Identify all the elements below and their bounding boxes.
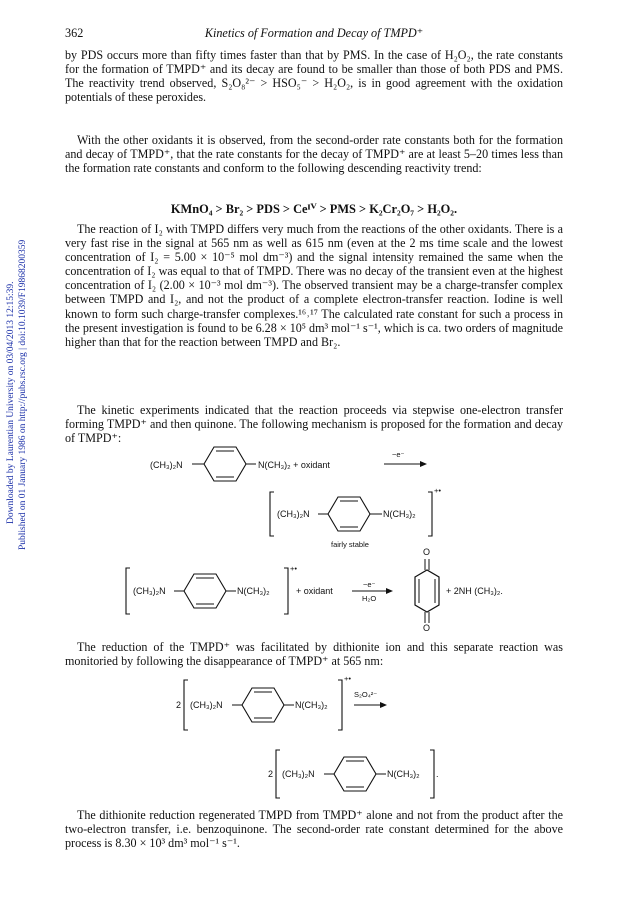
dimethylamine-product: + 2NH (CH₃)₂. [446,586,503,596]
paragraph-4: The kinetic experiments indicated that the reaction proceeds via stepwise one-electron transfer forming TMPD⁺ and then quinone. The following mechanism is proposed for the formation and decay of TMPD⁺: [65,403,563,446]
radical-cation-charge: +• [290,564,298,573]
radical-cation-charge: +• [434,486,442,495]
arrow-label-bottom: H₂O [362,594,377,603]
page-number: 362 [65,26,84,40]
amine-group-right: N(CH₃)₂ [387,769,420,779]
publication-notice: Published on 01 January 1986 on http://pubs.rsc.org | doi:10.1039/F19868200359 [18,239,28,550]
reaction-3 [124,547,544,633]
end-period: . [436,769,439,779]
amine-group-left: (CH₃)₂N [277,509,310,519]
stoichiometric-coefficient: 2 [268,769,274,779]
amine-group-left: (CH₃)₂N [133,586,166,596]
paragraph-2: With the other oxidants it is observed, from the second-order rate constants both for the formation and decay of TMPD⁺, that the rate constants for the decay of TMPD⁺ are at least 5–20 times less than the formation rate constants and conform to the following descending reactivity trend: [65,133,563,176]
oxidant-label: + oxidant [296,586,333,596]
arrow-label: −e⁻ [392,450,405,459]
running-header [65,26,563,44]
reaction-arrow [150,450,470,480]
amine-group-right: N(CH₃)₂ + oxidant [258,460,330,470]
paragraph-5: The reduction of the TMPD⁺ was facilitated by dithionite ion and this separate reaction was monitoried by following the disappearance of TMPD⁺ at 565 nm: [65,640,563,669]
arrow-label-top: −e⁻ [363,580,376,589]
reaction-1 [150,450,470,480]
download-notice: Downloaded by Laurentian University on 03/04/2013 12:15:39. [6,281,16,524]
quinone-oxygen-top: O [423,547,431,557]
quinone-oxygen-bottom: O [423,623,431,633]
amine-group-left: (CH₃)₂N [150,460,183,470]
amine-group-right: N(CH₃)₂ [295,700,328,710]
arrow-label: S₂O₄²⁻ [354,690,378,699]
amine-group-right: N(CH₃)₂ [237,586,270,596]
radical-cation-charge: +• [344,674,352,683]
stability-caption: fairly stable [331,540,369,549]
running-title: Kinetics of Formation and Decay of TMPD⁺ [204,26,424,40]
stoichiometric-coefficient: 2 [176,700,182,710]
paragraph-6: The dithionite reduction regenerated TMPD from TMPD⁺ alone and not from the product after the two-electron transfer, i.e. benzoquinone. The second-order rate constant determined for the above process is 8.30 × 10³ dm³ mol⁻¹ s⁻¹. [65,808,563,851]
reaction-5 [268,746,468,802]
reactivity-trend: KMnO₄ > Br₂ > PDS > Ceᴵⱽ > PMS > K₂Cr₂O₇ > H₂O₂. [170,202,458,216]
paragraph-1: by PDS occurs more than fifty times faster than that by PMS. In the case of H₂O₂, the rate constants for the formation of TMPD⁺ and its decay are found to be smaller than those of both PDS and PMS. The reactivity trend observed, S₂O₈²⁻ > HSO₅⁻ > H₂O₂, is in good agreement with the oxidation potentials of these peroxides. [65,48,563,105]
amine-group-left: (CH₃)₂N [190,700,223,710]
radical-cation-species [268,486,468,550]
amine-group-left: (CH₃)₂N [282,769,315,779]
paragraph-3: The reaction of I₂ with TMPD differs very much from the reactions of the other oxidants. There is a very fast rise in the signal at 565 nm as well as 615 nm (even at the 2 ms time scale and the lowest concentration of I₂ = 5.00 × 10⁻⁵ mol dm⁻³) and the signal intensity remained the same when the concentration of I₂ was equal to that of TMPD. There was no decay of the transient even at the highest concentration of I₂ (2.00 × 10⁻³ mol dm⁻³). The observed transient may be a charge-transfer complex between TMPD and I₂, and not the product of a complete electron-transfer reaction. Iodine is well known to form such charge-transfer complexes.¹⁶˒¹⁷ The calculated rate constant for such a process in the present investigation is found to be 6.28 × 10⁵ dm³ mol⁻¹ s⁻¹, which is ca. two orders of magnitude higher than that for the reaction between TMPD and Br₂. [65,222,563,349]
amine-group-right: N(CH₃)₂ [383,509,416,519]
download-watermark [0,150,34,580]
reaction-4 [176,674,436,734]
